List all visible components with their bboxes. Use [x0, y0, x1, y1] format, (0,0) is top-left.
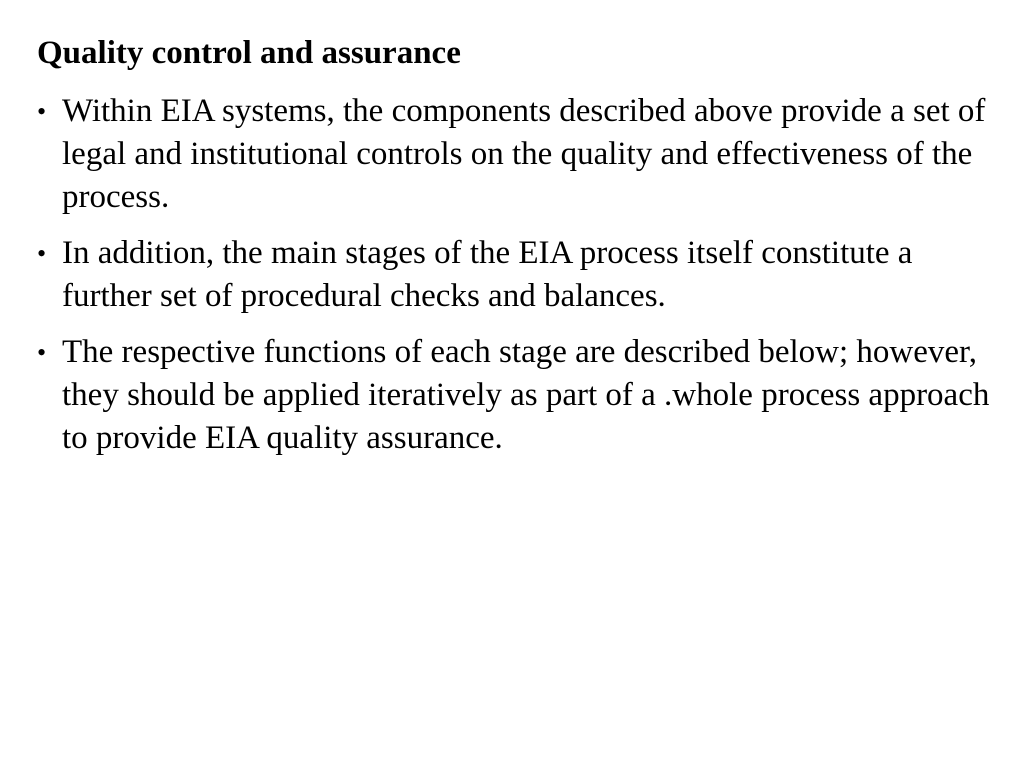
bullet-item-2: [37, 232, 997, 318]
bullet-item-1: [37, 90, 997, 219]
bullet-list: [37, 90, 997, 473]
slide-title: Quality control and assurance: [37, 35, 461, 71]
bullet-text: In addition, the main stages of the EIA process itself constitute a further set of procedural checks and balances.: [62, 235, 913, 314]
bullet-marker: •: [37, 338, 47, 367]
bullet-item-3: [37, 331, 997, 460]
bullet-text: Within EIA systems, the components described above provide a set of legal and institutional controls on the quality and effectiveness of the process.: [62, 93, 986, 215]
bullet-marker: •: [37, 97, 47, 126]
bullet-marker: •: [37, 239, 47, 268]
bullet-text: The respective functions of each stage are described below; however, they should be applied iteratively as part of a .whole process approach to provide EIA quality assurance.: [62, 334, 990, 456]
